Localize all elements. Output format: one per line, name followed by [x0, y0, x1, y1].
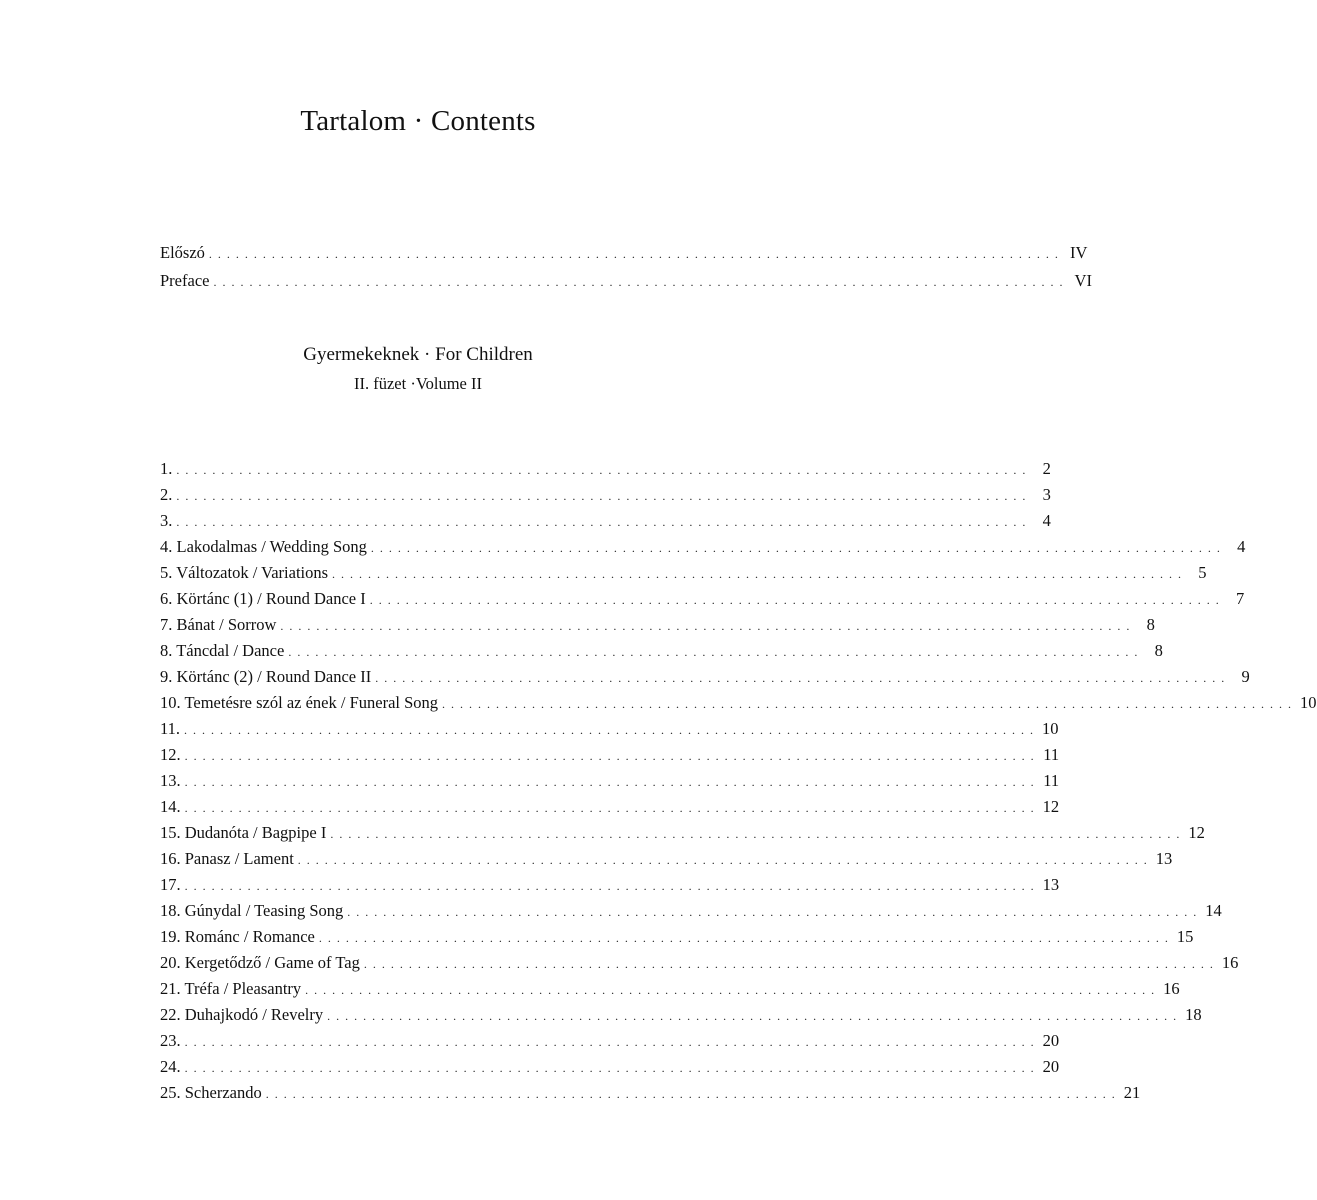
- toc-entry-label: 19. Románc / Romance: [160, 927, 315, 946]
- toc-entry-page: 4: [1237, 537, 1246, 556]
- leader-dots: . . . . . . . . . . . . . . . . . . . . . . . . . . . . . . . . . . . . . . . . . . . . . . . . . . . . . . . . . . . . . . . . . . . . . . . . . . . . . . . . . . . . . . . . . . . . . . .: [327, 1009, 1178, 1023]
- leader-dots: . . . . . . . . . . . . . . . . . . . . . . . . . . . . . . . . . . . . . . . . . . . . . . . . . . . . . . . . . . . . . . . . . . . . . . . . . . . . . . . . . . . . . . . . . . . . . . .: [184, 879, 1036, 893]
- toc-entry: [160, 271, 1092, 292]
- toc-entry: [160, 849, 1173, 870]
- toc-entry-page: 15: [1176, 927, 1194, 946]
- toc-entry-page: 10: [1042, 719, 1059, 738]
- toc-entry-label: Előszó: [160, 243, 205, 262]
- toc-entry-page: 2: [1042, 459, 1051, 478]
- toc-entry: [160, 901, 1222, 922]
- toc-entry-page: 12: [1042, 797, 1060, 816]
- toc-entry-label: 4. Lakodalmas / Wedding Song: [160, 537, 367, 556]
- toc-entry: [160, 243, 1088, 264]
- toc-entry-label: 1.: [160, 459, 173, 478]
- toc-entry-label: 24.: [160, 1057, 181, 1076]
- toc-entry-page: 11: [1043, 745, 1060, 764]
- leader-dots: . . . . . . . . . . . . . . . . . . . . . . . . . . . . . . . . . . . . . . . . . . . . . . . . . . . . . . . . . . . . . . . . . . . . . . . . . . . . . . . . . . . . . . . . . . . . . . .: [370, 541, 1222, 555]
- toc-entry-label: 21. Tréfa / Pleasantry: [160, 979, 302, 998]
- toc-entry-label: Preface: [160, 271, 210, 290]
- toc-entry: [160, 1005, 1202, 1026]
- toc-entry-label: 3.: [160, 511, 173, 530]
- leader-dots: . . . . . . . . . . . . . . . . . . . . . . . . . . . . . . . . . . . . . . . . . . . . . . . . . . . . . . . . . . . . . . . . . . . . . . . . . . . . . . . . . . . . . . . . . . . . . . .: [363, 957, 1215, 971]
- toc-entry-label: 2.: [160, 485, 173, 504]
- leader-dots: . . . . . . . . . . . . . . . . . . . . . . . . . . . . . . . . . . . . . . . . . . . . . . . . . . . . . . . . . . . . . . . . . . . . . . . . . . . . . . . . . . . . . . . . . . . . . . .: [184, 1035, 1036, 1049]
- page-title: Tartalom · Contents: [300, 105, 536, 137]
- leader-dots: . . . . . . . . . . . . . . . . . . . . . . . . . . . . . . . . . . . . . . . . . . . . . . . . . . . . . . . . . . . . . . . . . . . . . . . . . . . . . . . . . . . . . . . . . . . . . . .: [442, 697, 1293, 711]
- leader-dots: . . . . . . . . . . . . . . . . . . . . . . . . . . . . . . . . . . . . . . . . . . . . . . . . . . . . . . . . . . . . . . . . . . . . . . . . . . . . . . . . . . . . . . . . . . . . . . .: [184, 749, 1036, 763]
- toc-entry: [160, 641, 1163, 662]
- toc-entry-label: 9. Körtánc (2) / Round Dance II: [160, 667, 372, 686]
- leader-dots: . . . . . . . . . . . . . . . . . . . . . . . . . . . . . . . . . . . . . . . . . . . . . . . . . . . . . . . . . . . . . . . . . . . . . . . . . . . . . . . . . . . . . . . . . . . . . . .: [184, 723, 1035, 737]
- toc-entry: [160, 1057, 1060, 1078]
- leader-dots: . . . . . . . . . . . . . . . . . . . . . . . . . . . . . . . . . . . . . . . . . . . . . . . . . . . . . . . . . . . . . . . . . . . . . . . . . . . . . . . . . . . . . . . . . . . . . . .: [176, 489, 1027, 503]
- toc-entry-page: 16: [1221, 953, 1239, 972]
- toc-entry: [160, 667, 1250, 688]
- toc-entry-page: 5: [1198, 563, 1207, 582]
- toc-entry: [160, 485, 1051, 506]
- toc-entry-label: 20. Kergetődző / Game of Tag: [160, 953, 360, 972]
- toc-entry: [160, 693, 1317, 714]
- leader-dots: . . . . . . . . . . . . . . . . . . . . . . . . . . . . . . . . . . . . . . . . . . . . . . . . . . . . . . . . . . . . . . . . . . . . . . . . . . . . . . . . . . . . . . . . . . . . . . .: [375, 671, 1226, 685]
- leader-dots: . . . . . . . . . . . . . . . . . . . . . . . . . . . . . . . . . . . . . . . . . . . . . . . . . . . . . . . . . . . . . . . . . . . . . . . . . . . . . . . . . . . . . . . . . . . . . . .: [265, 1087, 1117, 1101]
- leader-dots: . . . . . . . . . . . . . . . . . . . . . . . . . . . . . . . . . . . . . . . . . . . . . . . . . . . . . . . . . . . . . . . . . . . . . . . . . . . . . . . . . . . . . . . . . . . . . . .: [184, 801, 1036, 815]
- leader-dots: . . . . . . . . . . . . . . . . . . . . . . . . . . . . . . . . . . . . . . . . . . . . . . . . . . . . . . . . . . . . . . . . . . . . . . . . . . . . . . . . . . . . . . . . . . . . . . .: [288, 645, 1139, 659]
- toc-entry-label: 17.: [160, 875, 181, 894]
- toc-entry-page: 8: [1154, 641, 1163, 660]
- toc-entry-page: 9: [1241, 667, 1250, 686]
- toc-entry-label: 15. Dudanóta / Bagpipe I: [160, 823, 327, 842]
- toc-entry-label: 7. Bánat / Sorrow: [160, 615, 277, 634]
- toc-entry-page: 20: [1042, 1057, 1060, 1076]
- toc-entry-label: 16. Panasz / Lament: [160, 849, 294, 868]
- toc-entry: [160, 745, 1060, 766]
- toc-entry: [160, 563, 1207, 584]
- toc-entry-page: 13: [1155, 849, 1173, 868]
- toc-entry-label: 23.: [160, 1031, 181, 1050]
- toc-entry: [160, 797, 1060, 818]
- toc-entry-page: 18: [1185, 1005, 1202, 1024]
- leader-dots: . . . . . . . . . . . . . . . . . . . . . . . . . . . . . . . . . . . . . . . . . . . . . . . . . . . . . . . . . . . . . . . . . . . . . . . . . . . . . . . . . . . . . . . . . . . . . . .: [330, 827, 1181, 841]
- leader-dots: . . . . . . . . . . . . . . . . . . . . . . . . . . . . . . . . . . . . . . . . . . . . . . . . . . . . . . . . . . . . . . . . . . . . . . . . . . . . . . . . . . . . . . . . . . . . . . .: [305, 983, 1156, 997]
- toc-entry-page: VI: [1074, 271, 1092, 290]
- leader-dots: . . . . . . . . . . . . . . . . . . . . . . . . . . . . . . . . . . . . . . . . . . . . . . . . . . . . . . . . . . . . . . . . . . . . . . . . . . . . . . . . . . . . . . . . . . . . . . .: [297, 853, 1149, 867]
- leader-dots: . . . . . . . . . . . . . . . . . . . . . . . . . . . . . . . . . . . . . . . . . . . . . . . . . . . . . . . . . . . . . . . . . . . . . . . . . . . . . . . . . . . . . . . . . . . . . . .: [176, 515, 1027, 529]
- leader-dots: . . . . . . . . . . . . . . . . . . . . . . . . . . . . . . . . . . . . . . . . . . . . . . . . . . . . . . . . . . . . . . . . . . . . . . . . . . . . . . . . . . . . . . . . . . . . . . .: [347, 905, 1198, 919]
- toc-entry-label: 18. Gúnydal / Teasing Song: [160, 901, 344, 920]
- toc-entry-page: 3: [1042, 485, 1051, 504]
- toc-entry-label: 5. Változatok / Variations: [160, 563, 329, 582]
- toc-entry-page: 21: [1123, 1083, 1141, 1102]
- toc-entry-page: 20: [1042, 1031, 1060, 1050]
- section-heading: Gyermekeknek · For Children: [303, 344, 533, 365]
- leader-dots: . . . . . . . . . . . . . . . . . . . . . . . . . . . . . . . . . . . . . . . . . . . . . . . . . . . . . . . . . . . . . . . . . . . . . . . . . . . . . . . . . . . . . . . . . . . . . . .: [369, 593, 1221, 607]
- toc-entry: [160, 927, 1194, 948]
- toc-entry: [160, 1083, 1141, 1104]
- leader-dots: . . . . . . . . . . . . . . . . . . . . . . . . . . . . . . . . . . . . . . . . . . . . . . . . . . . . . . . . . . . . . . . . . . . . . . . . . . . . . . . . . . . . . . . . . . . . . . .: [213, 275, 1064, 289]
- toc-entry-page: 13: [1042, 875, 1060, 894]
- toc-entry-label: 25. Scherzando: [160, 1083, 262, 1102]
- toc-entry-page: 7: [1235, 589, 1245, 608]
- leader-dots: . . . . . . . . . . . . . . . . . . . . . . . . . . . . . . . . . . . . . . . . . . . . . . . . . . . . . . . . . . . . . . . . . . . . . . . . . . . . . . . . . . . . . . . . . . . . . . .: [318, 931, 1170, 945]
- toc-entry-page: 14: [1205, 901, 1222, 920]
- toc-entry-page: IV: [1070, 243, 1088, 262]
- toc-entry: [160, 589, 1245, 610]
- toc-entry: [160, 875, 1060, 896]
- toc-entry-page: 4: [1042, 511, 1051, 530]
- toc-entry-page: 8: [1146, 615, 1155, 634]
- leader-dots: . . . . . . . . . . . . . . . . . . . . . . . . . . . . . . . . . . . . . . . . . . . . . . . . . . . . . . . . . . . . . . . . . . . . . . . . . . . . . . . . . . . . . . . . . . . . . . .: [208, 247, 1060, 261]
- toc-entry-label: 12.: [160, 745, 181, 764]
- toc-entry-label: 8. Táncdal / Dance: [160, 641, 285, 660]
- toc-entry-page: 16: [1163, 979, 1180, 998]
- toc-entry: [160, 771, 1060, 792]
- toc-entry: [160, 459, 1051, 480]
- toc-entry: [160, 979, 1180, 1000]
- toc-entry-label: 13.: [160, 771, 181, 790]
- leader-dots: . . . . . . . . . . . . . . . . . . . . . . . . . . . . . . . . . . . . . . . . . . . . . . . . . . . . . . . . . . . . . . . . . . . . . . . . . . . . . . . . . . . . . . . . . . . . . . .: [332, 567, 1183, 581]
- toc-entry: [160, 719, 1059, 740]
- section-subheading: II. füzet ·Volume II: [354, 374, 482, 393]
- toc-entry: [160, 537, 1246, 558]
- toc-entry: [160, 511, 1051, 532]
- leader-dots: . . . . . . . . . . . . . . . . . . . . . . . . . . . . . . . . . . . . . . . . . . . . . . . . . . . . . . . . . . . . . . . . . . . . . . . . . . . . . . . . . . . . . . . . . . . . . . .: [176, 463, 1027, 477]
- toc-entry-label: 14.: [160, 797, 181, 816]
- leader-dots: . . . . . . . . . . . . . . . . . . . . . . . . . . . . . . . . . . . . . . . . . . . . . . . . . . . . . . . . . . . . . . . . . . . . . . . . . . . . . . . . . . . . . . . . . . . . . . .: [184, 1061, 1036, 1075]
- leader-dots: . . . . . . . . . . . . . . . . . . . . . . . . . . . . . . . . . . . . . . . . . . . . . . . . . . . . . . . . . . . . . . . . . . . . . . . . . . . . . . . . . . . . . . . . . . . . . . .: [184, 775, 1036, 789]
- toc-entry-page: 12: [1188, 823, 1205, 842]
- toc-entry: [160, 953, 1239, 974]
- toc-entry-label: 6. Körtánc (1) / Round Dance I: [160, 589, 366, 608]
- toc-entry: [160, 823, 1205, 844]
- toc-entry-page: 11: [1043, 771, 1060, 790]
- toc-entry: [160, 615, 1155, 636]
- toc-entry-label: 11.: [160, 719, 181, 738]
- leader-dots: . . . . . . . . . . . . . . . . . . . . . . . . . . . . . . . . . . . . . . . . . . . . . . . . . . . . . . . . . . . . . . . . . . . . . . . . . . . . . . . . . . . . . . . . . . . . . . .: [280, 619, 1131, 633]
- toc-entry-label: 10. Temetésre szól az ének / Funeral Song: [160, 693, 439, 712]
- toc-entry-label: 22. Duhajkodó / Revelry: [160, 1005, 324, 1024]
- toc-entry-page: 10: [1300, 693, 1317, 712]
- toc-entry: [160, 1031, 1060, 1052]
